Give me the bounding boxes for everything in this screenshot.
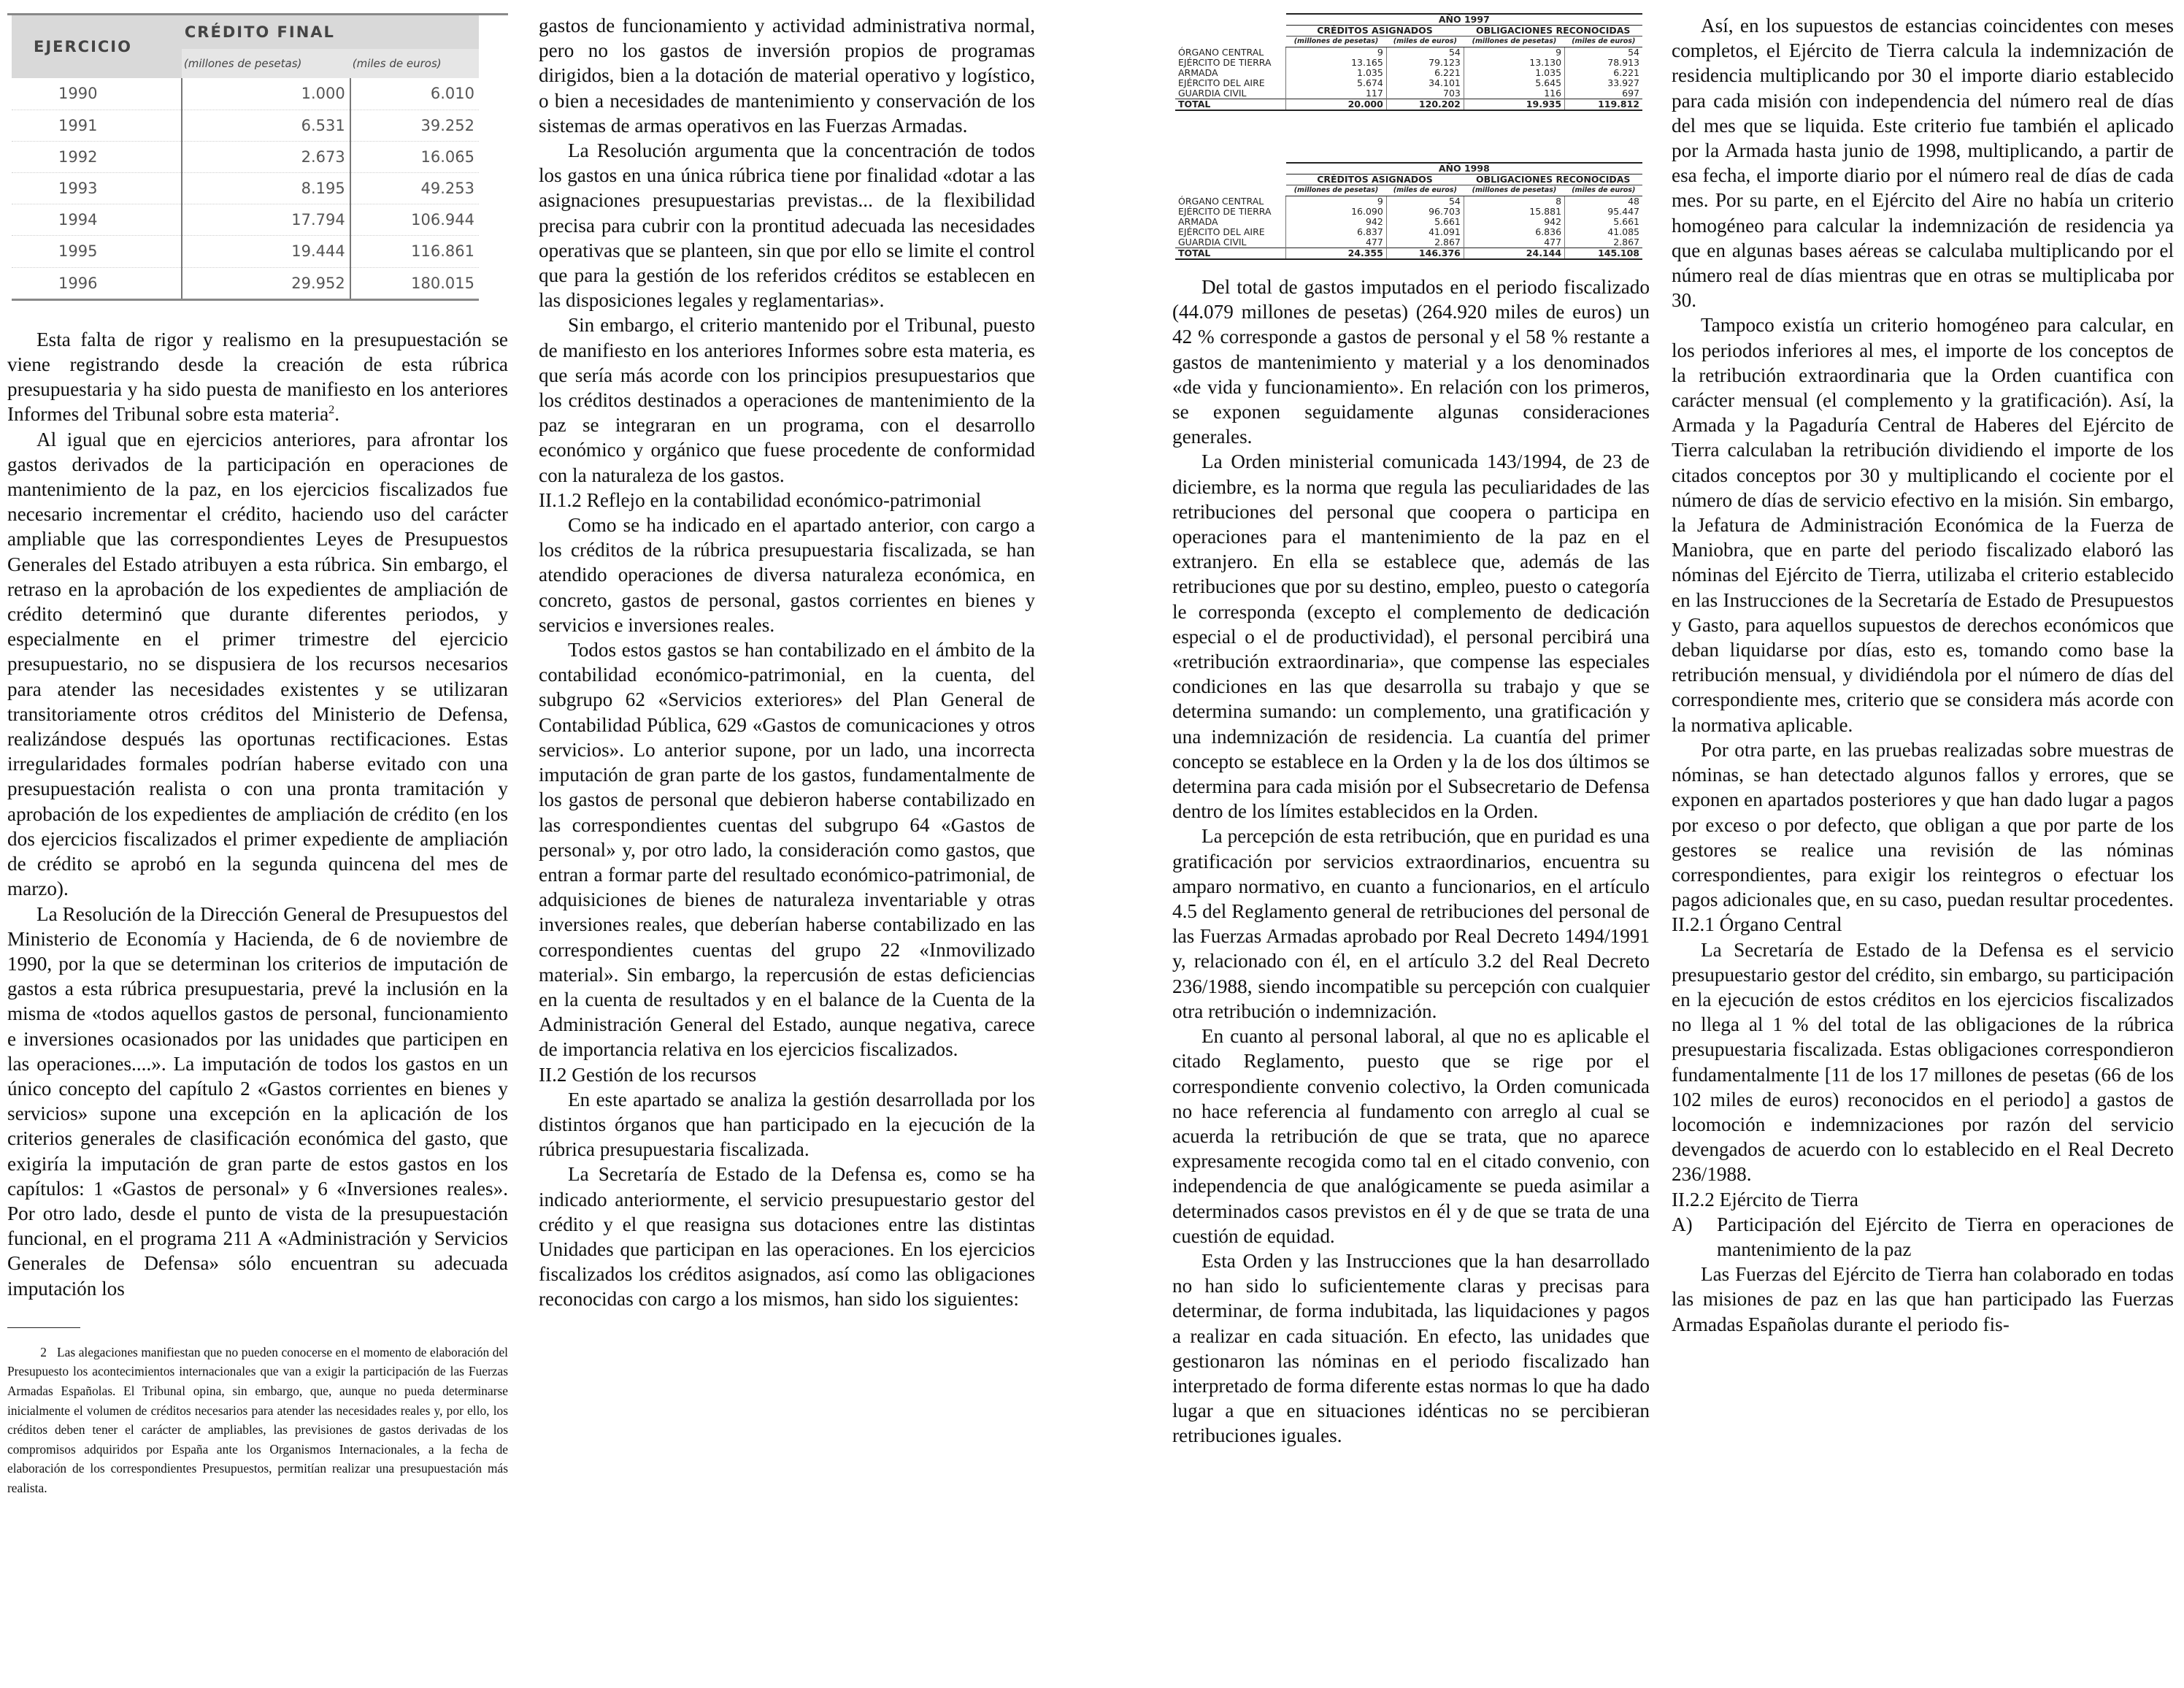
table-row <box>12 110 479 141</box>
pesetas-cell: 17.794 <box>182 204 350 236</box>
total-label: TOTAL <box>1175 248 1286 260</box>
year-cell: 1990 <box>12 78 182 110</box>
table-row <box>12 236 479 267</box>
year-cell: 1994 <box>12 204 182 236</box>
value-cell: 477 <box>1464 237 1564 248</box>
blank-cell <box>1175 26 1286 37</box>
value-cell: 48 <box>1565 196 1642 207</box>
value-cell: 942 <box>1464 217 1564 227</box>
table-row <box>12 173 479 204</box>
value-cell: 117 <box>1286 88 1387 99</box>
paragraph: La Orden ministerial comunicada 143/1994, de 23 de diciembre, es la norma que regula las peculiaridades de las retribuciones del personal que coopera o participa en operaciones para el mantenimiento de la paz en el extranjero. En ella se establece que, además de las retribuciones que por su destino, empleo, puesto o categoría le corresponda (excepto el complemento de dedicación especial o el de productividad), el personal percibirá una «retribución extraordinaria», que compense las especiales condiciones en las que desarrolla su trabajo y que se determina sumando: un complemento, una gratificación y una indemnización de residencia. La cuantía del primer concepto se establece en la Orden y la de los dos últimos se determina para cada misión por el Subsecretario de Defensa dentro de los límites establecidos en la Orden. <box>1172 450 1650 823</box>
table-row <box>12 267 479 299</box>
section-heading: II.2.2 Ejército de Tierra <box>1672 1188 1858 1211</box>
value-cell: 6.221 <box>1565 68 1642 78</box>
value-cell: 16.090 <box>1286 207 1387 217</box>
paragraph: Como se ha indicado en el apartado anterior, con cargo a los créditos de la rúbrica presupuestaria fiscalizada, se han atendido operaciones de diversa naturaleza económica, en concreto, gastos de personal, gastos corrientes en bienes y servicios e inversiones reales. <box>539 514 1035 636</box>
group-heading-recognized: OBLIGACIONES RECONOCIDAS <box>1464 174 1642 185</box>
total-label: TOTAL <box>1175 99 1286 111</box>
pesetas-cell: 6.531 <box>182 110 350 141</box>
value-cell: 9 <box>1464 47 1564 58</box>
credit-table-body <box>12 78 479 299</box>
year-cell: 1991 <box>12 110 182 141</box>
year-cell: 1992 <box>12 141 182 172</box>
value-cell: 6.221 <box>1386 68 1464 78</box>
value-cell: 41.085 <box>1565 227 1642 237</box>
table-row <box>1175 196 1642 207</box>
euros-cell: 116.861 <box>350 236 479 267</box>
paragraph: Esta falta de rigor y realismo en la presupuestación se viene registrando desde la creación de esta rúbrica presupuestaria y ha sido puesta de manifiesto en los anteriores Informes del Tribunal sobre esta materia$^2$. <box>7 328 508 426</box>
group-row <box>1175 174 1642 185</box>
section-heading: II.2.1 Órgano Central <box>1672 913 1842 936</box>
footnote-number: 2 <box>40 1344 47 1359</box>
paragraph: Las Fuerzas del Ejército de Tierra han colaborado en todas las misiones de paz en las que han participado las Fuerzas Armadas Españolas durante el periodo fis- <box>1672 1263 2174 1335</box>
subsection-label: A) <box>1672 1213 1693 1235</box>
year-tables <box>1172 13 1650 275</box>
value-cell: 1.035 <box>1464 68 1564 78</box>
value-cell: 54 <box>1386 196 1464 207</box>
value-cell: 9 <box>1286 196 1387 207</box>
euros-cell: 39.252 <box>350 110 479 141</box>
row-label: ARMADA <box>1178 216 1218 227</box>
table-row <box>1175 78 1642 88</box>
credit-final-table-wrap <box>7 13 508 301</box>
euros-cell: 180.015 <box>350 267 479 299</box>
row-label: EJÉRCITO DE TIERRA <box>1178 57 1272 68</box>
year-row <box>1175 14 1642 26</box>
paragraph: La Secretaría de Estado de la Defensa es el servicio presupuestario gestor del crédito, sin embargo, su participación en la ejecución de estos créditos en los ejercicios fiscalizados no llega al 1 % del total de las obligaciones de la rúbrica presupuestaria fiscalizada. Estas obligaciones correspondieron fundamentalmente [11 de los 17 millones de pesetas (66 de los 102 miles de euros) reconocidos en el periodo] a gastos de locomoción e indemnizaciones por razón del servicio devengados de acuerdo con lo establecido en el Real Decreto 236/1988. <box>1672 938 2174 1186</box>
group-heading-assigned: CRÉDITOS ASIGNADOS <box>1286 26 1464 37</box>
table-spacer <box>1172 111 1650 162</box>
value-cell: 2.867 <box>1565 237 1642 248</box>
total-value: 24.144 <box>1464 248 1564 260</box>
pesetas-cell: 29.952 <box>182 267 350 299</box>
footnote-divider <box>7 1327 80 1328</box>
value-cell: 33.927 <box>1565 78 1642 88</box>
value-cell: 6.837 <box>1286 227 1387 237</box>
total-value: 146.376 <box>1386 248 1464 260</box>
paragraph: Tampoco existía un criterio homogéneo para calcular, en los periodos inferiores al mes, el importe de los conceptos de la retribución extraordinaria que la Orden cuantifica con carácter mensual (el complemento y la gratificación). Así, la Armada y la Pagaduría Central de Haberes del Ejército de Tierra calculaban la retribución dividiendo el importe de los citados conceptos por 30 y multiplicando el cociente por el número de días de servicio efectivo en la misión. Sin embargo, la Jefatura de Administración Económica de la Fuerza de Maniobra, que en parte del periodo fiscalizado elaboró las nóminas del Ejército de Tierra, utilizaba el criterio establecido en las Instrucciones de la Secretaría de Estado de Presupuestos y Gasto, para aquellos supuestos de derechos económicos que deban liquidarse por días, esto es, tomando como base la retribución mensual, y dividiéndola por el número de días del correspondiente mes, criterio que se considera más acorde con la normativa aplicable. <box>1672 314 2174 736</box>
euros-cell: 16.065 <box>350 141 479 172</box>
pesetas-cell: 2.673 <box>182 141 350 172</box>
group-heading-assigned: CRÉDITOS ASIGNADOS <box>1286 174 1464 185</box>
unit-row <box>1175 37 1642 47</box>
unit-label: (miles de euros) <box>1386 37 1464 47</box>
value-cell: 5.661 <box>1386 217 1464 227</box>
total-value: 119.812 <box>1565 99 1642 111</box>
pesetas-cell: 1.000 <box>182 78 350 110</box>
value-cell: 5.674 <box>1286 78 1387 88</box>
table-row <box>1175 237 1642 248</box>
year-cell: 1996 <box>12 267 182 299</box>
group-row <box>1175 26 1642 37</box>
value-cell: 6.836 <box>1464 227 1564 237</box>
row-label: EJÉRCITO DE TIERRA <box>1178 206 1272 217</box>
value-cell: 78.913 <box>1565 58 1642 68</box>
unit-label: (miles de euros) <box>1386 185 1464 196</box>
paragraph: En este apartado se analiza la gestión desarrollada por los distintos órganos que han participado en la ejecución de la rúbrica presupuestaria fiscalizada. <box>539 1088 1035 1161</box>
value-cell: 34.101 <box>1386 78 1464 88</box>
paragraph: La Resolución de la Dirección General de Presupuestos del Ministerio de Economía y Hacienda, de 6 de noviembre de 1990, por la que se determinan los criterios de imputación de gastos a esta rúbrica presupuestaria, prevé la inclusión en la misma de «todos aquellos gastos de personal, funcionamiento e inversiones ocasionados por las unidades que participen en las operaciones....». La imputación de todos los gastos en un único concepto del capítulo 2 «Gastos corrientes en bienes y servicios» supone una excepción en la aplicación de los criterios generales de clasificación económica del gasto, que exigiría la imputación de gran parte de estos gastos en los capítulos: 1 «Gastos de personal» y 6 «Inversiones reales». Por otro lado, desde el punto de vista de la presupuestación funcional, en el programa 211 A «Administración y Servicios Generales de Defensa» sólo encuentran su adecuada imputación los <box>7 902 508 1300</box>
row-label: EJÉRCITO DEL AIRE <box>1178 226 1265 237</box>
table-row <box>1175 47 1642 58</box>
value-cell: 703 <box>1386 88 1464 99</box>
value-cell: 54 <box>1386 47 1464 58</box>
column-2 <box>539 13 1035 1312</box>
value-cell: 54 <box>1565 47 1642 58</box>
paragraph: La percepción de esta retribución, que en puridad es una gratificación por servicios extraordinarios, encuentra su amparo normativo, en cuanto a funcionarios, en el artículo 4.5 del Reglamento general de retribuciones del personal de las Fuerzas Armadas aprobado por Real Decreto 1494/1991 y, relacionado con él, en el artículo 3.2 del Real Decreto 236/1988, siendo incompatible su percepción con cualquier otra retribución o indemnización. <box>1172 825 1650 1022</box>
blank-cell <box>1175 163 1286 174</box>
value-cell: 95.447 <box>1565 207 1642 217</box>
table-row <box>1175 68 1642 78</box>
credit-final-table <box>12 15 479 301</box>
year-cell: 1993 <box>12 173 182 204</box>
column-3 <box>1172 13 1650 1449</box>
paragraph: Así, en los supuestos de estancias coincidentes con meses completos, el Ejército de Tierra calcula la indemnización de residencia multiplicando por 30 el importe diario establecido para cada misión con independencia del número real de días del mes que se liquida. Este criterio fue también el aplicado por la Armada hasta junio de 1998, multiplicando, a partir de esa fecha, el importe diario por el número real de días de cada mes. Por su parte, en el Ejército del Aire no había un criterio homogéneo para calcular la indemnización de residencia ya que en algunas bases aéreas se calculaba multiplicando por el número real de días mientras que en otras se multiplicaba por 30. <box>1672 15 2174 312</box>
value-cell: 942 <box>1286 217 1387 227</box>
unit-label: (millones de pesetas) <box>1464 185 1564 196</box>
value-cell: 5.661 <box>1565 217 1642 227</box>
unit-label: (millones de pesetas) <box>1464 37 1564 47</box>
subsection-title: Participación del Ejército de Tierra en operaciones de mantenimiento de la paz <box>1717 1213 2174 1260</box>
unit-label: (millones de pesetas) <box>1286 185 1387 196</box>
value-cell: 79.123 <box>1386 58 1464 68</box>
paragraph: gastos de funcionamiento y actividad administrativa normal, pero no los gastos de inversión propios de programas dirigidos, bien a la dotación de material operativo y logístico, o bien a necesidades de mantenimiento y conservación de los sistemas de armas operativos en las Fuerzas Armadas. <box>539 15 1035 137</box>
value-cell: 41.091 <box>1386 227 1464 237</box>
value-cell: 8 <box>1464 196 1564 207</box>
unit-label: (miles de euros) <box>1565 185 1642 196</box>
blank-cell <box>1175 185 1286 196</box>
table-row <box>1175 88 1642 99</box>
column-4 <box>1672 13 2174 1337</box>
paragraph: Del total de gastos imputados en el periodo fiscalizado (44.079 millones de pesetas) (264.920 miles de euros) un 42 % corresponde a gastos de personal y el 58 % restante a gastos de mantenimiento y material y a los denominados «de vida y funcionamiento». En relación con los primeros, se exponen seguidamente algunas consideraciones generales. <box>1172 276 1650 448</box>
value-cell: 477 <box>1286 237 1387 248</box>
col-header-credit: CRÉDITO FINAL <box>182 15 479 49</box>
col-header-euros: (miles de euros) <box>350 49 479 78</box>
table-spacer <box>1172 260 1650 275</box>
blank-cell <box>1175 37 1286 47</box>
table-row <box>1175 227 1642 237</box>
unit-label: (miles de euros) <box>1565 37 1642 47</box>
euros-cell: 106.944 <box>350 204 479 236</box>
total-value: 24.355 <box>1286 248 1387 260</box>
table-row <box>1175 217 1642 227</box>
paragraph: La Resolución argumenta que la concentración de todos los gastos en una única rúbrica tiene por finalidad «dotar a las asignaciones presupuestarias previstas... de la flexibilidad precisa para cubrir con la prontitud adecuada las necesidades operativas que se planteen, sin que por ello se limite el control que para la gestión de los referidos créditos se establecen en las disposiciones legales y reglamentarias». <box>539 139 1035 312</box>
total-value: 120.202 <box>1386 99 1464 111</box>
unit-row <box>1175 185 1642 196</box>
row-label: GUARDIA CIVIL <box>1178 88 1247 99</box>
row-label: GUARDIA CIVIL <box>1178 237 1247 248</box>
paragraph: Sin embargo, el criterio mantenido por el Tribunal, puesto de manifiesto en los anteriores Informes sobre esta materia, es que sería más acorde con los principios presupuestarios que los créditos destinados a operaciones de mantenimiento de la paz se integraran en un programa, con el desarrollo económico y orgánico que fuese procedente de conformidad con la naturaleza de los gastos. <box>539 314 1035 486</box>
value-cell: 96.703 <box>1386 207 1464 217</box>
total-row <box>1175 248 1642 260</box>
paragraph: Esta Orden y las Instrucciones que la han desarrollado no han sido lo suficientemente claras y precisas para determinar, de forma indubitada, las liquidaciones y pagos a realizar en cada situación. En efecto, las unidades que gestionaron las nóminas en el periodo fiscalizado han interpretado de forma diferente estas normas lo que ha dado lugar a que en situaciones idénticas no se percibieran retribuciones iguales. <box>1172 1249 1650 1447</box>
year-heading: AÑO 1997 <box>1286 14 1642 26</box>
table-row <box>1175 207 1642 217</box>
total-value: 20.000 <box>1286 99 1387 111</box>
row-label: EJÉRCITO DEL AIRE <box>1178 77 1265 88</box>
value-cell: 9 <box>1286 47 1387 58</box>
section-heading: II.2 Gestión de los recursos <box>539 1063 757 1086</box>
value-cell: 697 <box>1565 88 1642 99</box>
year-row <box>1175 163 1642 174</box>
paragraph: La Secretaría de Estado de la Defensa es, como se ha indicado anteriormente, el servicio presupuestario gestor del crédito y el que reasigna sus dotaciones entre las distintas Unidades que participan en las operaciones. En los ejercicios fiscalizados los créditos asignados, así como las obligaciones reconocidas con cargo a los mismos, han sido los siguientes: <box>539 1163 1035 1311</box>
paragraph: Por otra parte, en las pruebas realizadas sobre muestras de nóminas, se han detectado algunos fallos y errores, que se exponen en apartados posteriores y que han dado lugar a pagos por exceso o por defecto, que obligan a que por parte de los gestores se realice una revisión de las nóminas correspondientes, para exigir los reintegros o efectuar los pagos adicionales que, en su caso, puedan resultar procedentes. <box>1672 738 2174 911</box>
total-row <box>1175 99 1642 111</box>
footnote <box>7 1343 508 1498</box>
year-table <box>1175 13 1642 111</box>
paragraph: En cuanto al personal laboral, al que no es aplicable el citado Reglamento, puesto que se rige por el correspondiente convenio colectivo, la Orden comunicada no hace referencia al fundamento con arreglo al cual se acuerda la retribución de que se trata, que no aparece expresamente recogida como tal en el citado convenio, con independencia de que analógicamente se pueda asimilar a determinados casos previstos en él y de que se trata de una cuestión de equidad. <box>1172 1025 1650 1247</box>
value-cell: 1.035 <box>1286 68 1387 78</box>
euros-cell: 49.253 <box>350 173 479 204</box>
value-cell: 13.165 <box>1286 58 1387 68</box>
euros-cell: 6.010 <box>350 78 479 110</box>
table-row <box>12 141 479 172</box>
year-cell: 1995 <box>12 236 182 267</box>
col-header-year: EJERCICIO <box>12 15 182 78</box>
total-value: 145.108 <box>1565 248 1642 260</box>
value-cell: 2.867 <box>1386 237 1464 248</box>
table-row <box>12 204 479 236</box>
total-value: 19.935 <box>1464 99 1564 111</box>
table-row <box>12 78 479 110</box>
value-cell: 13.130 <box>1464 58 1564 68</box>
value-cell: 15.881 <box>1464 207 1564 217</box>
row-label: ÓRGANO CENTRAL <box>1178 46 1264 58</box>
row-label: ÓRGANO CENTRAL <box>1178 195 1264 207</box>
footnote-ref: 2 <box>328 404 335 417</box>
row-label: ARMADA <box>1178 67 1218 78</box>
year-table <box>1175 162 1642 260</box>
col-header-pesetas: (millones de pesetas) <box>182 49 350 78</box>
subsection-heading <box>1672 1212 2174 1262</box>
paragraph: Al igual que en ejercicios anteriores, para afrontar los gastos derivados de la participación en operaciones de mantenimiento de la paz, en los ejercicios fiscalizados fue necesario incrementar el crédito, haciendo uso del carácter ampliable que las correspondientes Leyes de Presupuestos Generales del Estado atribuyen a esta rúbrica. Sin embargo, el retraso en la aprobación de los expedientes de ampliación de crédito determinó que durante diferentes periodos, y especialmente en el primer trimestre del ejercicio presupuestario, no se dispusiera de los recursos necesarios para atender las necesidades existentes y se utilizaran transitoriamente otros créditos del Ministerio de Defensa, realizándose después las oportunas rectificaciones. Estas irregularidades formales podrían haberse evitado con una presupuestación realista o con una pronta tramitación y aprobación de los expedientes de ampliación de crédito (en los dos ejercicios fiscalizados el primer expediente de ampliación de crédito se aprobó en la segunda quincena del mes de marzo). <box>7 428 508 900</box>
unit-label: (millones de pesetas) <box>1286 37 1387 47</box>
column-1 <box>7 13 508 1498</box>
paragraph: Todos estos gastos se han contabilizado en el ámbito de la contabilidad económico-patrimonial, en la cuenta, del subgrupo 62 «Servicios exteriores» del Plan General de Contabilidad Pública, 629 «Gastos de comunicaciones y otros servicios». Lo anterior supone, por un lado, una incorrecta imputación de gran parte de los gastos, fundamentalmente de los gastos de personal que debieron haberse contabilizado en las correspondientes cuentas del subgrupo 64 «Gastos de personal» y, por otro lado, la consideración como gastos, que entran a formar parte del resultado económico-patrimonial, de adquisiciones de bienes de naturaleza inventariable y otras inversiones reales, que deberían haberse contabilizado en las correspondientes cuentas del grupo 22 «Inmovilizado material». Sin embargo, la repercusión de estas deficiencias en la cuenta de resultados y en el balance de la Cuenta de la Administración General del Estado, aunque negativa, carece de importancia relativa en los ejercicios fiscalizados. <box>539 639 1035 1061</box>
blank-cell <box>1175 14 1286 26</box>
group-heading-recognized: OBLIGACIONES RECONOCIDAS <box>1464 26 1642 37</box>
blank-cell <box>1175 174 1286 185</box>
value-cell: 116 <box>1464 88 1564 99</box>
pesetas-cell: 19.444 <box>182 236 350 267</box>
year-heading: AÑO 1998 <box>1286 163 1642 174</box>
section-heading: II.1.2 Reflejo en la contabilidad económico-patrimonial <box>539 488 982 511</box>
footnote-text: Las alegaciones manifiestan que no pueden conocerse en el momento de elaboración del Presupuesto los acontecimientos internacionales que van a exigir la participación de las Fuerzas Armadas Españolas. El Tribunal opina, sin embargo, que, aunque no pueda determinarse inicialmente el volumen de créditos necesarios para atender las necesidades reales y, por ello, los créditos deben tener el carácter de ampliables, las previsiones de gastos derivadas de los compromisos adquiridos por España ante los Organismos Internacionales, a la fecha de elaboración de los correspondientes Presupuestos, permitían realizar una presupuestación más realista. <box>7 1344 508 1495</box>
value-cell: 5.645 <box>1464 78 1564 88</box>
pesetas-cell: 8.195 <box>182 173 350 204</box>
table-row <box>1175 58 1642 68</box>
